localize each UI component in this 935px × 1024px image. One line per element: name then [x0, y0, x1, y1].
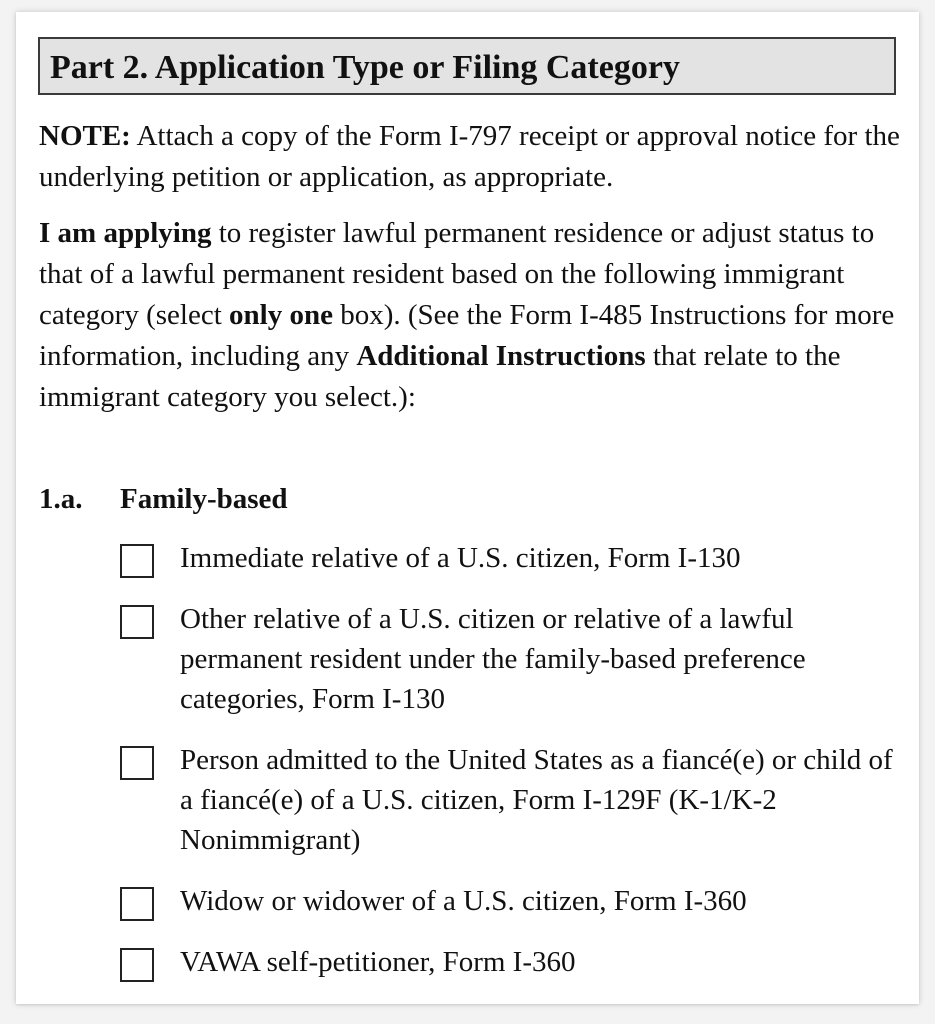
- checkbox-widow[interactable]: [120, 887, 154, 921]
- checkbox-vawa[interactable]: [120, 948, 154, 982]
- part-title: Part 2. Application Type or Filing Category: [50, 49, 680, 86]
- part-header: [38, 37, 896, 95]
- section-number: 1.a.: [39, 483, 83, 515]
- note-paragraph: [39, 116, 909, 198]
- applying-paragraph: [39, 213, 909, 418]
- applying-lead: I am applying: [39, 217, 212, 249]
- applying-emphasis-only-one: only one: [229, 299, 333, 331]
- section-title: Family-based: [120, 483, 288, 515]
- option-label: Immediate relative of a U.S. citizen, Form I-130: [180, 542, 741, 574]
- option-label: Person admitted to the United States as a fiancé(e) or child of a fiancé(e) of a U.S. citizen, Form I-129F (K-1/K-2 Nonimmigrant): [180, 744, 893, 856]
- checkbox-fiance[interactable]: [120, 746, 154, 780]
- note-label: NOTE:: [39, 120, 131, 152]
- applying-emphasis-additional-instructions: Additional Instructions: [356, 340, 646, 372]
- note-text: Attach a copy of the Form I-797 receipt or approval notice for the underlying petition or application, as appropriate.: [39, 120, 900, 193]
- applying-text-1: to register lawful permanent residence or adjust status to that of a lawful permanent resident based on the following immigrant category (select: [39, 217, 875, 331]
- form-page: [16, 12, 919, 1004]
- applying-text-2: box). (See the Form I-485 Instructions for more information, including any: [39, 299, 895, 372]
- option-label: Widow or widower of a U.S. citizen, Form I-360: [180, 885, 747, 917]
- checkbox-other-relative[interactable]: [120, 605, 154, 639]
- checkbox-immediate-relative[interactable]: [120, 544, 154, 578]
- option-label: Other relative of a U.S. citizen or relative of a lawful permanent resident under the family-based preference categories, Form I-130: [180, 603, 806, 715]
- applying-text-3: that relate to the immigrant category you select.):: [39, 340, 841, 413]
- option-label: VAWA self-petitioner, Form I-360: [180, 946, 576, 978]
